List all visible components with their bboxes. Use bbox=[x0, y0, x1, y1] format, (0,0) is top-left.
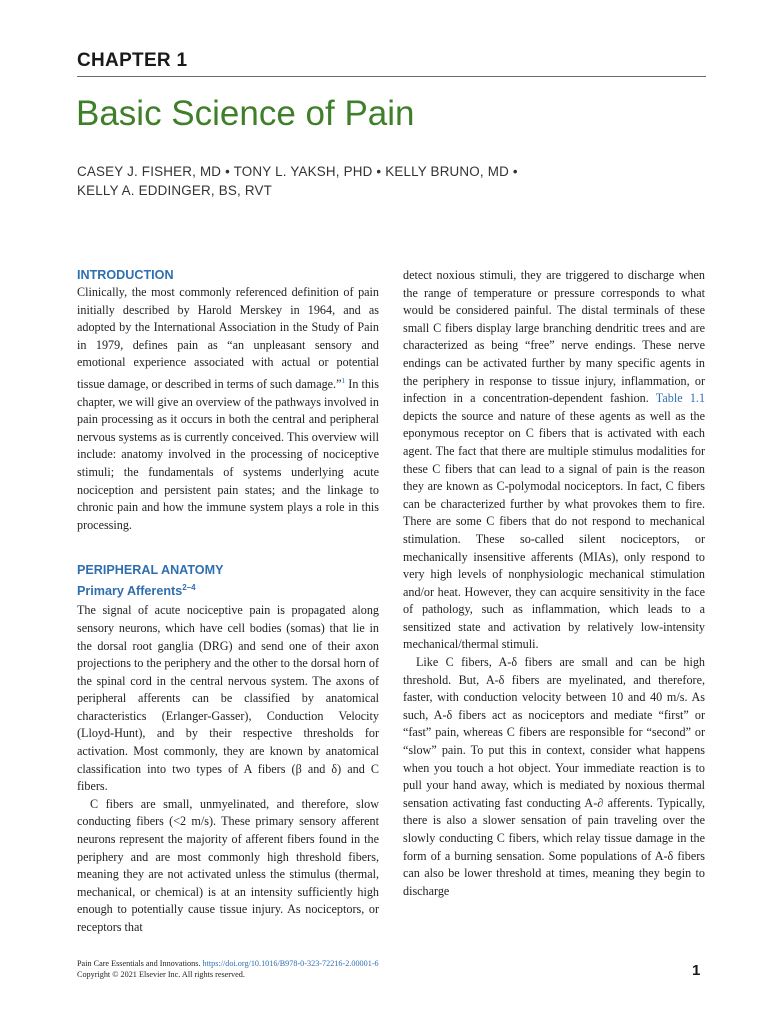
primary-afferents-heading-text: Primary Afferents bbox=[77, 584, 183, 599]
table-1-1-link[interactable]: Table 1.1 bbox=[655, 391, 706, 406]
left-column bbox=[77, 267, 379, 937]
page-footer bbox=[77, 958, 537, 980]
c-fiber-paragraph bbox=[403, 267, 705, 654]
intro-text-part2: In this chapter, we will give an overview of the pathways involved in pain processing as it occurs in both the central and peripheral nervous systems as is currently conceived. This overview will include: anatomy involved in the processing of nociceptive stimuli; the fundamentals of systems underlying acute nociception and persistent pain states; and the linkage to chronic pain and how the immune system plays a role in this processing. bbox=[77, 376, 379, 532]
intro-paragraph bbox=[77, 284, 379, 534]
primary-afferents-heading bbox=[77, 579, 379, 600]
chapter-divider bbox=[77, 76, 706, 77]
page-title: Basic Science of Pain bbox=[76, 94, 415, 133]
reference-link-1[interactable]: 1 bbox=[341, 375, 346, 385]
c-fiber-text-part1: detect noxious stimuli, they are triggered to discharge when the range of temperature or pressure corresponds to what would be considered painful. The distal terminals of these small C fibers display large branching dendritic trees and are characterized as being “free” nerve endings. These nerve endings can be activated further by many specific agents in the periphery in response to tissue injury, inflammation, or infection in a concentration-dependent fashion. bbox=[403, 268, 705, 406]
reference-link-2-4[interactable]: 2–4 bbox=[182, 583, 196, 593]
doi-link[interactable]: https://doi.org/10.1016/B978-0-323-72216-2.00001-6 bbox=[202, 959, 379, 968]
introduction-heading: INTRODUCTION bbox=[77, 268, 174, 282]
primary-afferents-paragraph-2: C fibers are small, unmyelinated, and therefore, slow conducting fibers (<2 m/s). These primary sensory afferent neurons represent the majority of afferent fibers found in the periphery and are most commonly high threshold fibers, meaning they are not activated unless the stimulus (thermal, mechanical, or chemical) is at an intensity sufficiently high enough to potentially cause tissue injury. As nociceptors, or receptors that bbox=[77, 796, 379, 934]
primary-afferents-paragraph-1: The signal of acute nociceptive pain is propagated along sensory neurons, which have cell bodies (somas) that lie in the dorsal root ganglia (DRG) and send one of their axon projections to the periphery and the other to the dorsal horn of the spinal cord in the central nervous system. The axons of peripheral afferents can be classified by anatomical characteristics (Erlanger-Gasser), Conduction Velocity (Lloyd-Hunt), and by their respective thresholds for activation. Most commonly, they are known by anatomical classification into two types of A fibers (β and δ) and C fibers. bbox=[77, 603, 379, 794]
citation-line bbox=[77, 958, 537, 969]
author-list bbox=[77, 162, 717, 200]
right-column bbox=[403, 267, 705, 900]
author-line-2: KELLY A. EDDINGER, BS, RVT bbox=[77, 183, 272, 198]
a-delta-paragraph: Like C fibers, A-δ fibers are small and can be high threshold. But, A-δ fibers are myelinated, and therefore, faster, with conduction velocity between 10 and 40 m/s. As such, A-δ fibers act as nociceptors and mediate “first” or “fast” pain, whereas C fibers are responsible for “second” or “slow” pain. To put this in context, consider what happens when you touch a hot object. Your immediate reaction is to pull your hand away, which is mediated by noxious thermal sensation activating fast conducting A-∂ afferents. Typically, there is also a slower sensation of pain traveling over the slowly conducting C fibers, which relay tissue damage in the form of a burning sensation. Some populations of A-δ fibers can also be lower threshold at times, meaning they begin to discharge bbox=[403, 655, 705, 898]
page-number: 1 bbox=[692, 962, 701, 979]
c-fiber-text-part2: depicts the source and nature of these agents as well as the eponymous receptor on C fibers that is activated with each agent. The fact that there are multiple stimulus modalities for these C fibers that can lead to a signal of pain is the reason they are known as C-polymodal nociceptors. In fact, C fibers can be characterized further by what provokes them to fire. There are some C fibers that do not respond to mechanical stimulation. These so-called silent nociceptors, or mechanically insensitive afferents (MIAs), only respond to very high levels of nonphysiologic mechanical stimulation and/or heat. However, they can acquire sensitivity in the face of pathology, such as inflammation, which leads to a sensitized state and activation by relatively low-intensity mechanical/thermal stimuli. bbox=[403, 408, 705, 652]
author-line-1: CASEY J. FISHER, MD • TONY L. YAKSH, PHD • KELLY BRUNO, MD • bbox=[77, 164, 518, 179]
intro-text-part1: Clinically, the most commonly referenced definition of pain initially described by Harold Merskey in 1964, and as adopted by the International Association in the Study of Pain in 1979, defines pain as “an unpleasant sensory and emotional experience associated with actual or potential tissue damage, or described in terms of such damage.” bbox=[77, 285, 379, 391]
chapter-label: CHAPTER 1 bbox=[77, 50, 188, 71]
book-title: Pain Care Essentials and Innovations. bbox=[77, 959, 201, 968]
copyright-line: Copyright © 2021 Elsevier Inc. All rights reserved. bbox=[77, 970, 245, 979]
peripheral-anatomy-heading: PERIPHERAL ANATOMY bbox=[77, 563, 224, 578]
